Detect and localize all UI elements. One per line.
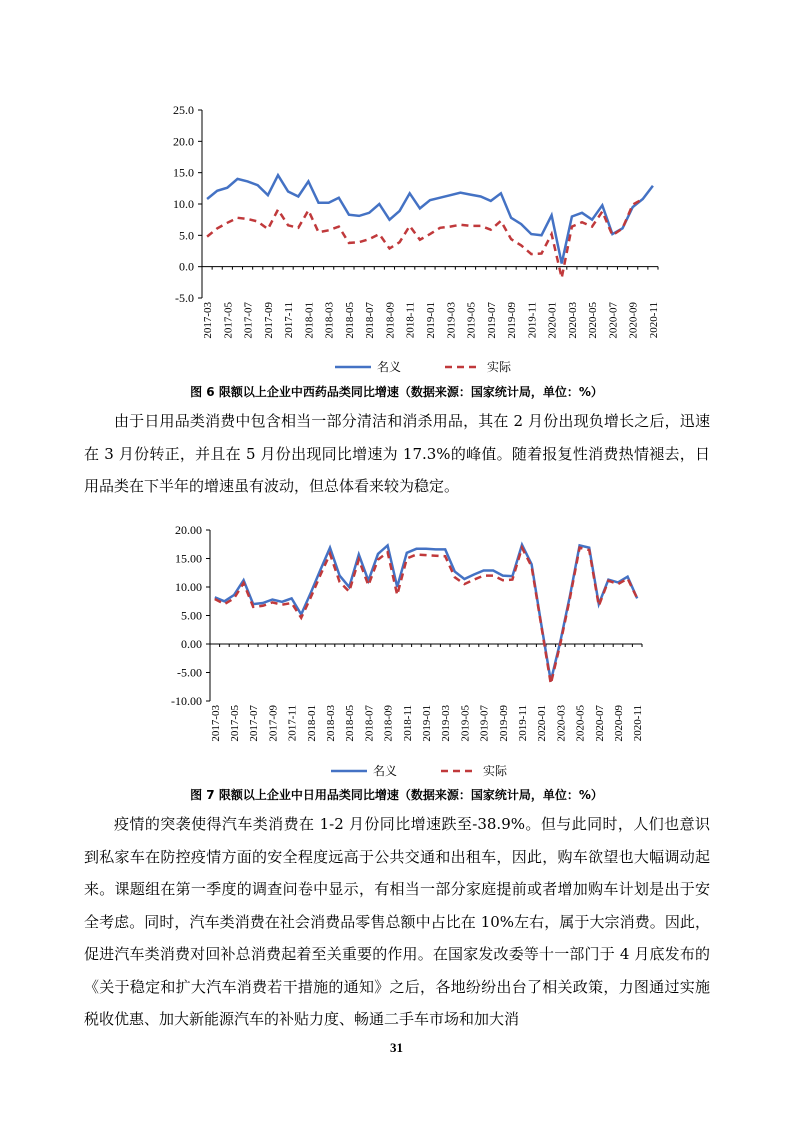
x-tick-label: 2020-11 <box>647 302 660 339</box>
x-tick-label: 2018-01 <box>305 705 318 742</box>
x-tick-label: 2019-09 <box>506 302 519 339</box>
x-tick-label: 2019-07 <box>485 302 498 339</box>
x-tick-label: 2020-07 <box>593 705 606 742</box>
y-tick-label: 20.00 <box>175 523 202 537</box>
x-tick-label: 2018-11 <box>404 302 417 339</box>
x-tick-label: 2020-11 <box>632 705 645 742</box>
figure7-caption: 图 7 限额以上企业中日用品类同比增速（数据来源：国家统计局，单位：%） <box>190 788 603 802</box>
y-tick-label: 15.00 <box>175 551 202 566</box>
x-tick-label: 2017-03 <box>202 302 215 339</box>
page-number: 31 <box>390 1040 403 1055</box>
series-line-real <box>215 548 637 684</box>
x-tick-label: 2017-09 <box>262 302 275 339</box>
x-tick-label: 2017-09 <box>267 705 280 742</box>
y-tick-label: 10.00 <box>175 580 202 594</box>
x-tick-label: 2018-09 <box>384 302 397 339</box>
x-tick-label: 2018-11 <box>401 705 414 742</box>
x-tick-label: 2020-05 <box>587 302 600 339</box>
legend-label-nominal: 名义 <box>377 360 402 374</box>
x-tick-label: 2019-03 <box>445 302 458 339</box>
y-tick-label: 5.00 <box>181 608 202 623</box>
series-line-nominal <box>207 175 653 263</box>
x-tick-label: 2018-07 <box>363 705 376 742</box>
body-paragraph-1: 由于日用品类消费中包含相当一部分清洁和消杀用品，其在 2 月份出现负增长之后，迅速在 3 月份转正，并且在 5 月份出现同比增速为 17.3%的峰值。随着报复性消费热情褪去，日用品类在下半年的增速虽有波动，但总体看来较为稳定。 <box>84 412 710 495</box>
x-tick-label: 2018-01 <box>303 302 316 339</box>
x-tick-label: 2017-05 <box>222 302 235 339</box>
x-tick-label: 2020-09 <box>627 302 640 339</box>
x-tick-label: 2019-11 <box>517 705 529 742</box>
y-tick-label: -5.0 <box>175 291 194 305</box>
y-tick-label: 10.0 <box>173 197 194 211</box>
y-tick-label: 5.0 <box>179 228 194 243</box>
x-tick-label: 2018-09 <box>382 705 395 742</box>
body-paragraph-2: 疫情的突袭使得汽车类消费在 1-2 月份同比增速跌至-38.9%。但与此同时，人们也意识到私家车在防控疫情方面的安全程度远高于公共交通和出租车，因此，购车欲望也大幅调动起来。课题组在第一季度的调查问卷中显示，有相当一部分家庭提前或者增加购车计划是出于安全考虑。同时，汽车类消费在社会消费品零售总额中占比在 10%左右，属于大宗消费。因此，促进汽车类消费对回补总消费起着至关重要的作用。在国家发改委等十一部门于 4 月底发布的《关于稳定和扩大汽车消费若干措施的通知》之后，各地纷纷出台了相关政策，力图通过实施税收优惠、加大新能源汽车的补贴力度、畅通二手车市场和加大消 <box>84 815 710 1028</box>
x-tick-label: 2019-05 <box>465 302 478 339</box>
figure6-caption: 图 6 限额以上企业中西药品类同比增速（数据来源：国家统计局，单位：%） <box>190 385 603 399</box>
y-tick-label: 20.0 <box>173 134 194 149</box>
x-tick-label: 2017-07 <box>248 705 261 742</box>
x-tick-label: 2020-03 <box>566 302 579 339</box>
y-tick-label: -5.00 <box>177 665 202 680</box>
x-tick-label: 2019-11 <box>526 302 539 339</box>
x-tick-label: 2019-01 <box>425 302 437 339</box>
legend-label-real: 实际 <box>483 764 508 778</box>
x-tick-label: 2018-03 <box>323 302 336 339</box>
x-tick-label: 2017-11 <box>283 302 296 339</box>
x-tick-label: 2018-05 <box>344 705 357 742</box>
x-tick-label: 2017-07 <box>242 302 255 339</box>
series-line-nominal <box>215 545 637 681</box>
x-tick-label: 2017-11 <box>286 705 299 742</box>
x-tick-label: 2019-01 <box>421 705 433 742</box>
y-tick-label: 25.0 <box>173 103 194 117</box>
y-tick-label: 0.0 <box>179 259 194 274</box>
x-tick-label: 2019-03 <box>440 705 453 742</box>
y-tick-label: 15.0 <box>173 165 194 180</box>
x-tick-label: 2020-07 <box>607 302 620 339</box>
x-tick-label: 2017-05 <box>229 705 241 742</box>
y-tick-label: -10.00 <box>171 694 202 708</box>
y-tick-label: 0.00 <box>181 637 202 651</box>
x-tick-label: 2018-05 <box>343 302 356 339</box>
x-tick-label: 2020-03 <box>555 705 568 742</box>
legend-label-nominal: 名义 <box>373 764 398 778</box>
x-tick-label: 2018-03 <box>325 705 337 742</box>
series-line-real <box>207 199 643 278</box>
x-tick-label: 2020-01 <box>536 705 549 742</box>
legend-label-real: 实际 <box>487 360 512 374</box>
x-tick-label: 2018-07 <box>364 302 377 339</box>
x-tick-label: 2020-01 <box>546 302 559 339</box>
x-tick-label: 2020-05 <box>574 705 587 742</box>
x-tick-label: 2017-03 <box>209 705 222 742</box>
figure7-chart <box>0 515 793 790</box>
x-tick-label: 2019-09 <box>497 705 510 742</box>
x-tick-label: 2019-07 <box>478 705 491 742</box>
x-tick-label: 2020-09 <box>613 705 625 742</box>
x-tick-label: 2019-05 <box>459 705 472 742</box>
figure6-chart <box>0 95 793 385</box>
